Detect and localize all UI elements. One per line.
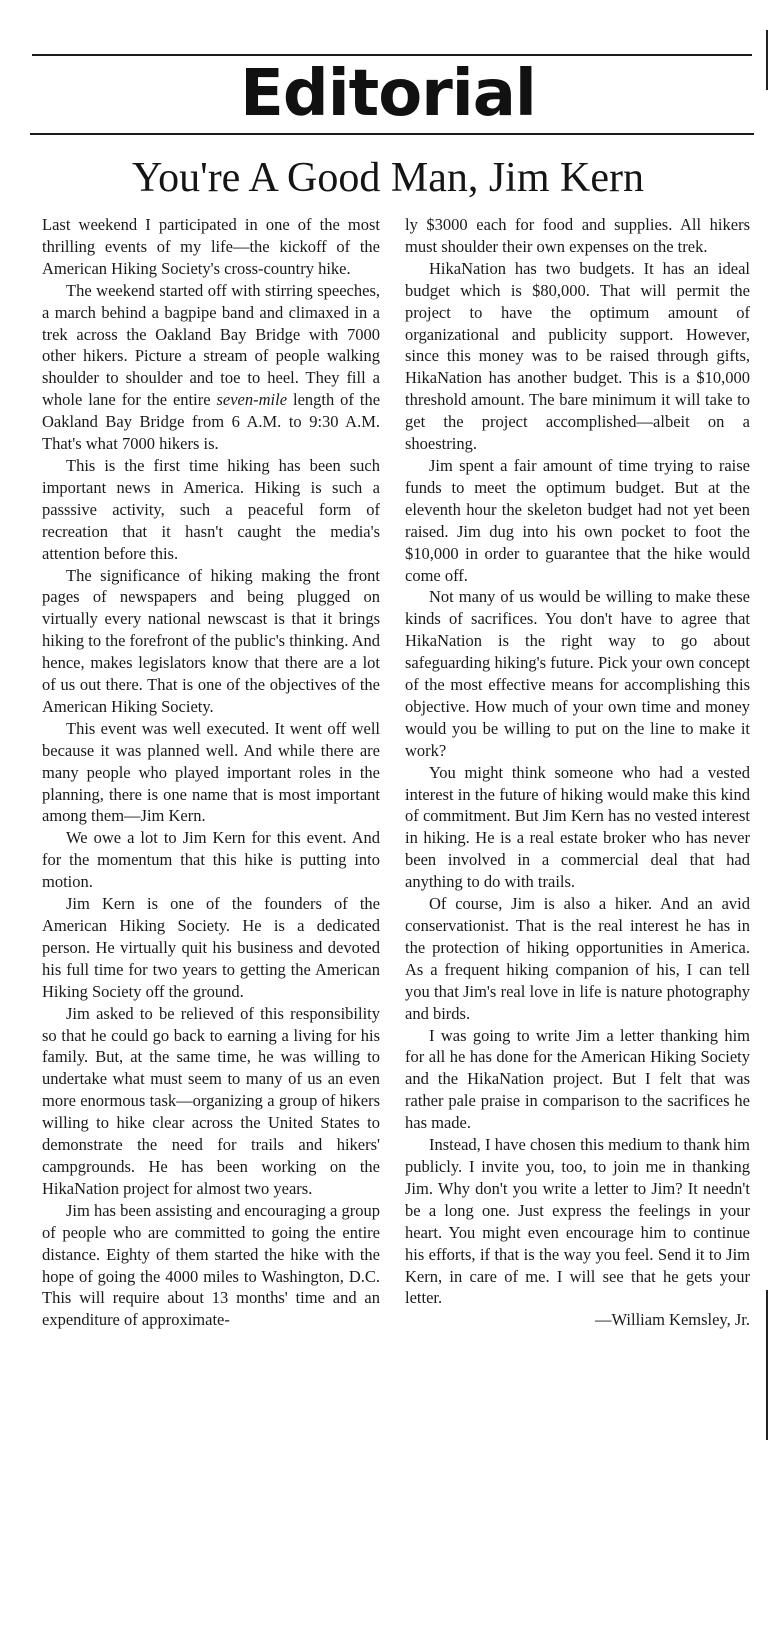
author-signature: —William Kemsley, Jr. (595, 1310, 750, 1330)
paragraph: We owe a lot to Jim Kern for this event. And for the momentum that this hike is putting into motion. (42, 828, 380, 892)
paragraph-text: The weekend started off with stirring speeches, a march behind a bagpipe band and climaxed in a trek across the Oakland Bay Bridge with 7000 other hikers. Picture a stream of people walking shoulder to shoulder and toe to heel. They fill a whole lane for the entire (42, 280, 380, 410)
paragraph: Jim asked to be relieved of this responsibility so that he could go back to earning a living for his family. But, at the same time, he was willing to undertake what must seem to many of us an even more enormous task—organizing a group of hikers willing to hike clear across the United States to demonstrate the need for trails and hikers' campgrounds. He has been working on the HikaNation project for almost two years. (42, 1003, 380, 1198)
paragraph: This is the first time hiking has been such important news in America. Hiking is such a passsive activity, such a peaceful form of recreation that it hasn't caught the media's attention before this. (42, 455, 380, 563)
article-headline: You're A Good Man, Jim Kern (132, 155, 644, 201)
paragraph: Jim spent a fair amount of time trying to raise funds to meet the optimum budget. But at the eleventh hour the skeleton budget had not yet been raised. Jim dug into his own pocket to foot the $10,000 in order to guarantee that the hike would come off. (405, 455, 750, 585)
scan-edge-mark (766, 1290, 768, 1440)
paragraph: The significance of hiking making the front pages of newspapers and being plugged on virtually every national newscast is that it brings hiking to the forefront of the public's thinking. And hence, makes legislators know that there are a lot of us out there. That is one of the objectives of the American Hiking Society. (42, 565, 380, 716)
paragraph: Instead, I have chosen this medium to thank him publicly. I invite you, too, to join me in thanking Jim. Why don't you write a letter to Jim? It needn't be a long one. Just express the feelings in your heart. You might even encourage him to continue his efforts, if that is the way you feel. Send it to Jim Kern, in care of me. I will see that he gets your letter. (405, 1135, 750, 1308)
paragraph: Jim has been assisting and encouraging a group of people who are committed to going the entire distance. Eighty of them started the hike with the hope of going the 4000 miles to Washington, D.C. This will require about 13 months' time and an expenditure of approximate- (42, 1200, 380, 1330)
masthead-rule (30, 133, 754, 135)
paragraph: Of course, Jim is also a hiker. And an avid conservationist. That is the real interest he has in the protection of hiking opportunities in America. As a frequent hiking companion of his, I can tell you that Jim's real love in life is nature photography and birds. (405, 894, 750, 1023)
paragraph: I was going to write Jim a letter thanking him for all he has done for the American Hiking Society and the HikaNation project. But I felt that was rather pale praise in comparison to the sacrifices he has made. (405, 1025, 750, 1133)
emphasis-text: seven-mile (216, 390, 288, 410)
paragraph: ly $3000 each for food and supplies. All hikers must shoulder their own expenses on the trek. (405, 215, 750, 256)
right-column (405, 214, 750, 1331)
left-column (42, 214, 380, 1331)
paragraph: This event was well executed. It went off well because it was planned well. And while there are many people who played important roles in the planning, there is one name that is most important among them—Jim Kern. (42, 718, 380, 826)
paragraph: HikaNation has two budgets. It has an ideal budget which is $80,000. That will permit the project to have the optimum amount of organizational and publicity support. However, since this money was to be raised through gifts, HikaNation has another budget. This is a $10,000 threshold amount. The bare minimum it will take to get the project accomplished—albeit on a shoestring. (405, 258, 750, 454)
paragraph: You might think someone who had a vested interest in the future of hiking would make this kind of commitment. But Jim Kern has no vested interest in hiking. He is a real estate broker who has never been involved in a commercial deal that had anything to do with trails. (405, 762, 750, 892)
paragraph-text: length of the Oakland Bay Bridge from 6 A.M. to 9:30 A.M. That's what 7000 hikers is. (42, 390, 381, 454)
paragraph (42, 280, 380, 455)
paragraph: Last weekend I participated in one of the most thrilling events of my life—the kickoff of the American Hiking Society's cross-country hike. (42, 215, 380, 278)
paragraph: Jim Kern is one of the founders of the American Hiking Society. He is a dedicated person. He virtually quit his business and devoted his full time for two years to getting the American Hiking Society off the ground. (42, 894, 380, 1001)
section-masthead: Editorial (240, 57, 536, 131)
paragraph: Not many of us would be willing to make these kinds of sacrifices. You don't have to agree that HikaNation is the right way to go about safeguarding hiking's future. Pick your own concept of the most effective means for accomplishing this objective. How much of your own time and money would you be willing to put on the line to make it work? (405, 587, 750, 760)
